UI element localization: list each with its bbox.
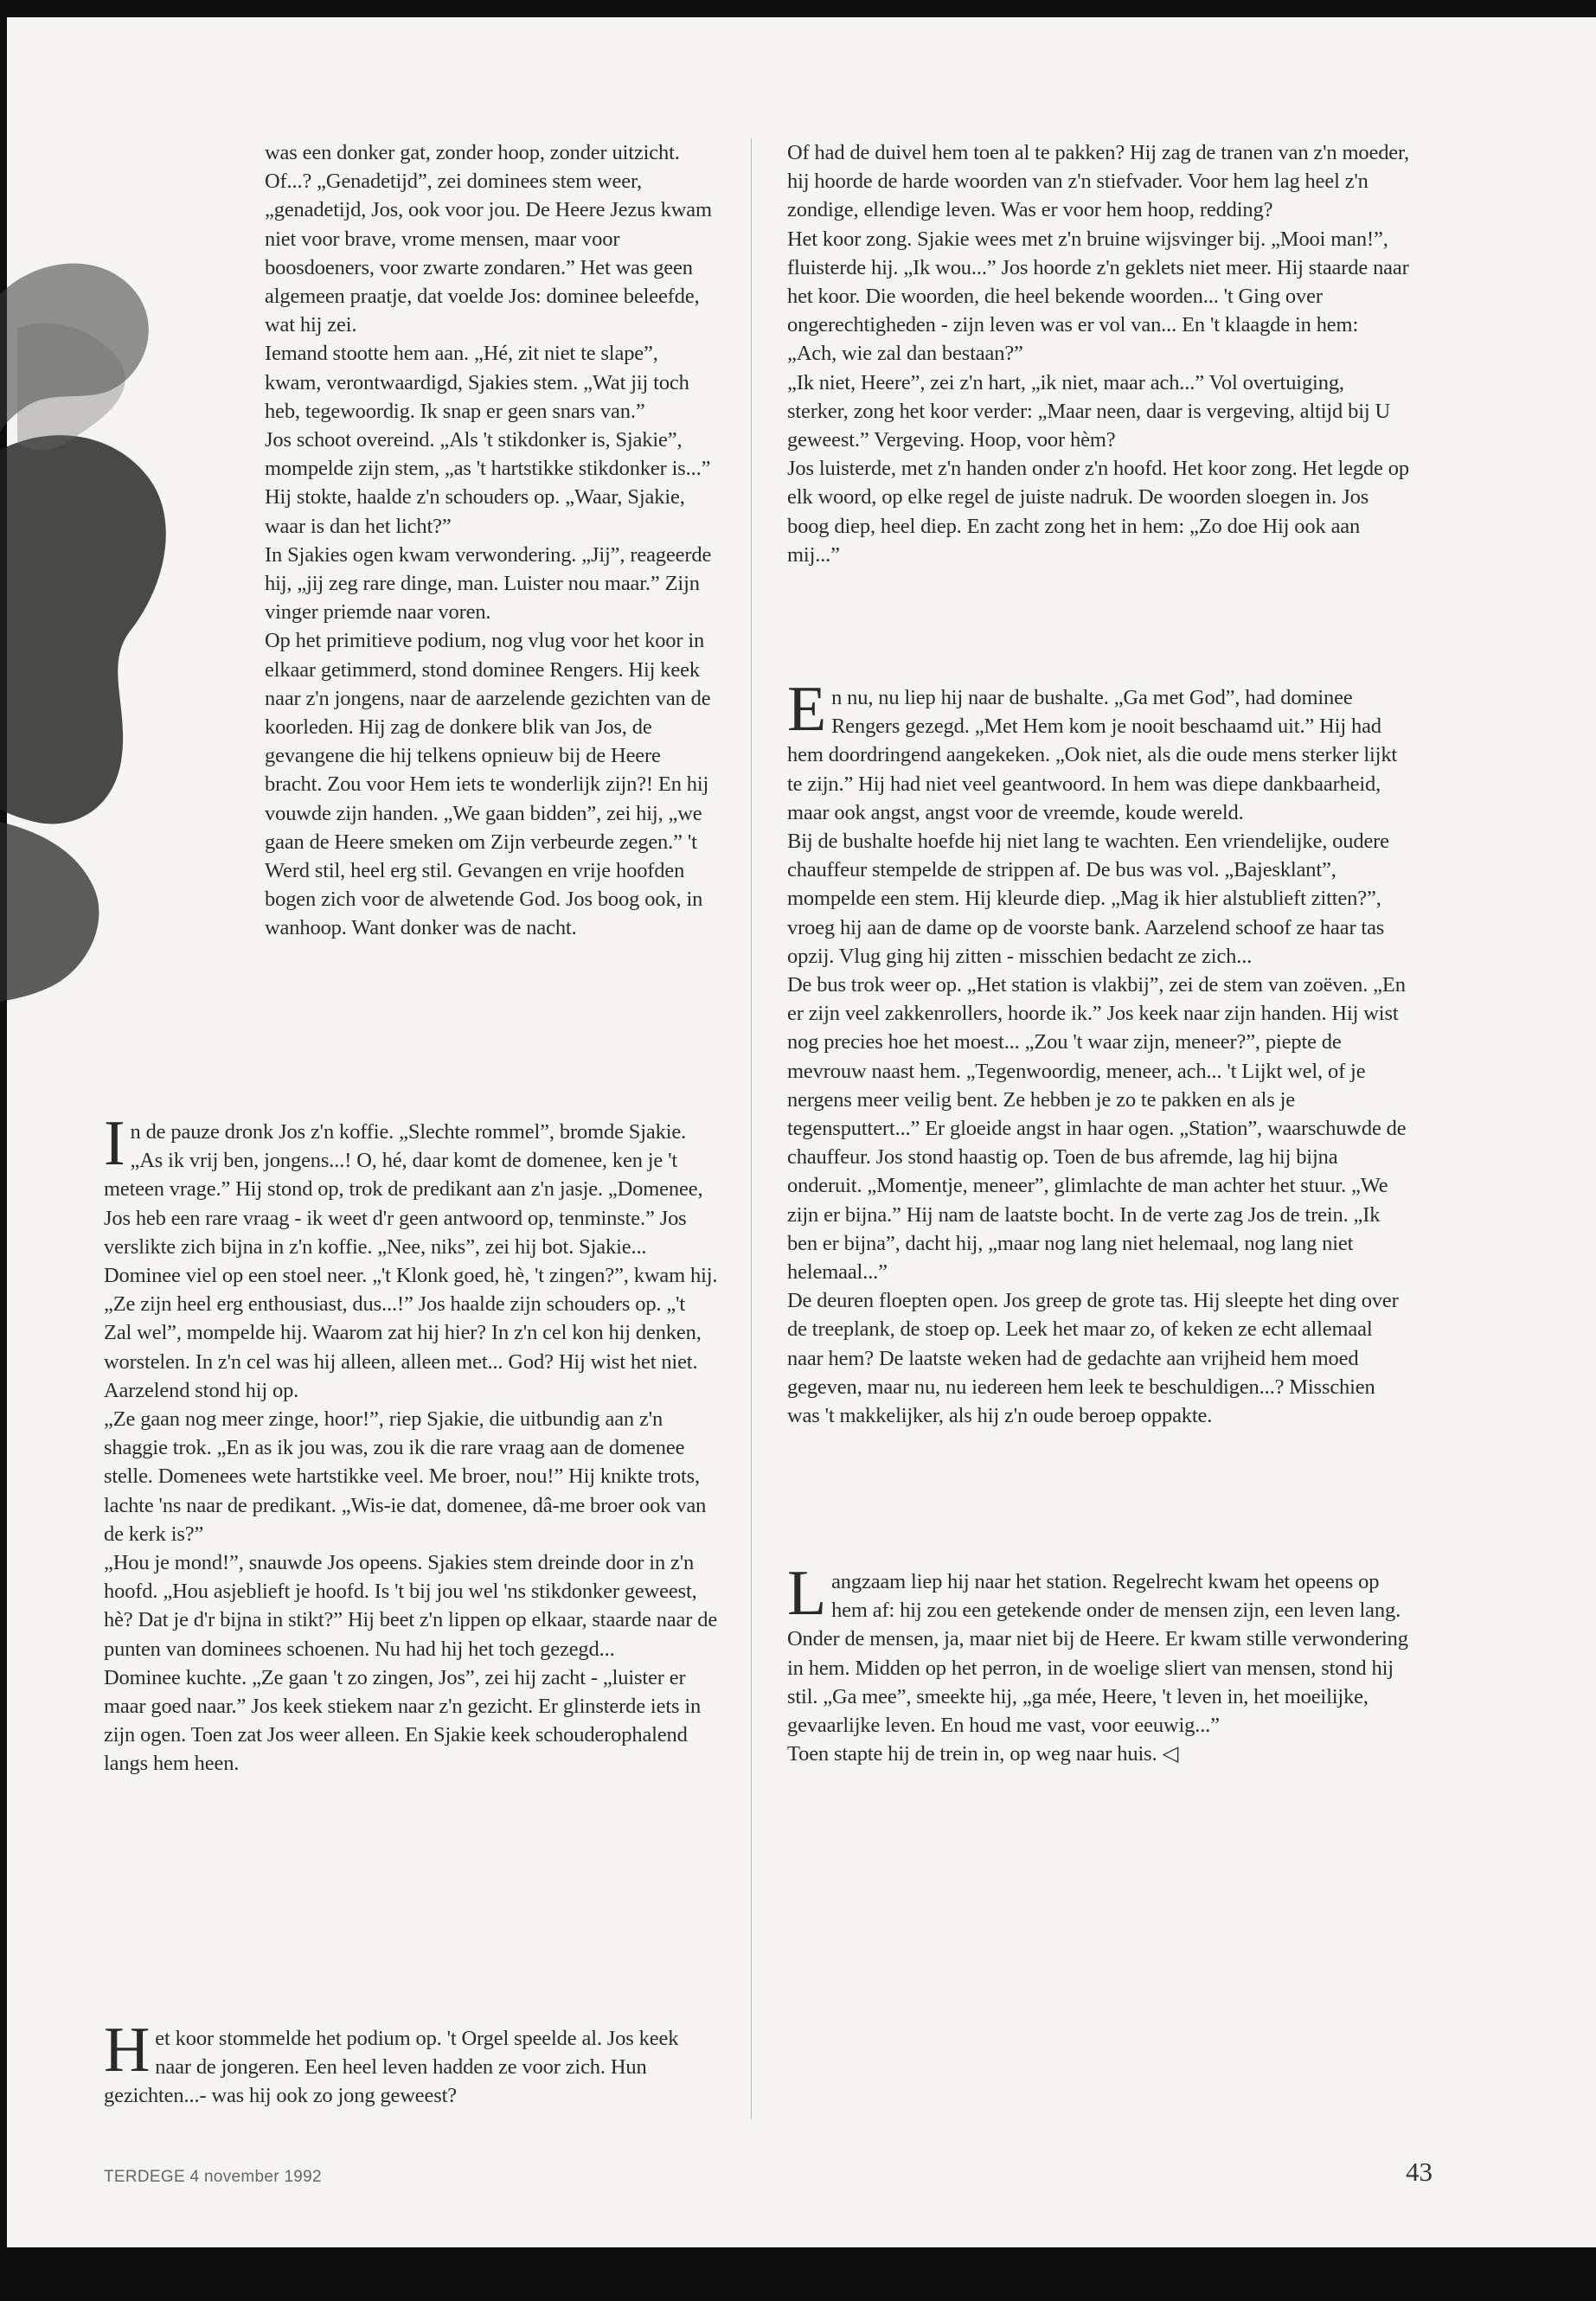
paragraph: „Ze gaan nog meer zinge, hoor!”, riep Sjakie, die uitbundig aan z'n shaggie trok. „En as ik jou was, zou ik die rare vraag aan de domenee stelle. Domenees wete hartstikke veel. Me broer, nou!” Hij knikte trots, lachte 'ns naar de predikant. „Wis-ie dat, domenee, dâ-me broer ook van de kerk is?” xyxy=(104,1407,707,1546)
drop-cap: I xyxy=(104,1108,125,1179)
right-column-block-3 xyxy=(787,1558,1410,1768)
drop-cap: E xyxy=(787,674,827,745)
left-column-block-1 xyxy=(265,138,715,943)
paragraph: n nu, nu liep hij naar de bushalte. „Ga met God”, had dominee Rengers gezegd. „Met Hem kom je nooit beschaamd uit.” Hij had hem doordringend aangekeken. „Ook niet, als die oude mens sterker lijkt te zijn.” Hij had niet veel geantwoord. In hem was diepe dankbaarheid, maar ook angst, angst voor de vreemde, koude wereld. xyxy=(787,686,1398,824)
paragraph: was een donker gat, zonder hoop, zonder uitzicht. Of...? „Genadetijd”, zei dominees stem weer, „genadetijd, Jos, ook voor jou. De Heere Jezus kwam niet voor brave, vrome mensen, maar voor boosdoeners, voor zwarte zondaren.” Het was geen algemeen praatje, dat voelde Jos: dominee beleefde, wat hij zei. xyxy=(265,141,712,337)
paragraph: Dominee kuchte. „Ze gaan 't zo zingen, Jos”, zei hij zacht - „luister er maar goed naar.” Jos keek stiekem naar z'n gezicht. Er glinsterde iets in zijn ogen. Toen zat Jos weer alleen. En Sjakie keek schouderophalend langs hem heen. xyxy=(104,1665,702,1776)
ink-wash-shape-low xyxy=(0,822,99,1002)
right-column-block-1 xyxy=(787,138,1410,569)
drop-cap: H xyxy=(104,2015,151,2086)
ink-wash-shape-mid xyxy=(0,435,166,824)
paragraph: De deuren floepten open. Jos greep de grote tas. Hij sleepte het ding over de treeplank, de stoep op. Leek het maar zo, of keken ze echt allemaal naar hem? De laatste weken had de gedachte aan vrijheid hem moed gegeven, maar nu, nu iedereen hem leek te beschuldigen...? Misschien was 't makkelijker, als hij z'n oude beroep oppakte. xyxy=(787,1289,1399,1428)
left-column-block-2 xyxy=(104,1108,718,1779)
paragraph: Toen stapte hij de trein in, op weg naar huis. ◁ xyxy=(787,1742,1179,1766)
paragraph: Jos luisterde, met z'n handen onder z'n hoofd. Het koor zong. Het legde op elk woord, op elke regel de juiste nadruk. De woorden sloegen in. Jos boog diep, heel diep. En zacht zong het in hem: „Zo doe Hij ook aan mij...” xyxy=(787,457,1409,567)
paragraph: n de pauze dronk Jos z'n koffie. „Slechte rommel”, bromde Sjakie. „As ik vrij ben, jongens...! O, hé, daar komt de domenee, ken je 't meteen vrage.” Hij stond op, trok de predikant aan z'n jasje. „Domenee, Jos heb een rare vraag - ik weet d'r geen antwoord op, tenminste.” Jos verslikte zich bijna in z'n koffie. „Nee, niks”, zei hij bot. Sjakie... xyxy=(104,1120,703,1259)
paragraph: Dominee viel op een stoel neer. „'t Klonk goed, hè, 't zingen?”, kwam hij. „Ze zijn heel erg enthousiast, dus...!” Jos haalde zijn schouders op. „'t Zal wel”, mompelde hij. Waarom zat hij hier? In z'n cel kon hij denken, worstelen. In z'n cel was hij alleen, alleen met... God? Hij wist het niet. Aarzelend stond hij op. xyxy=(104,1264,718,1402)
paragraph: De bus trok weer op. „Het station is vlakbij”, zei de stem van zoëven. „En er zijn veel zakkenrollers, hoorde ik.” Jos keek naar zijn handen. Hij wist nog precies hoe het moest... „Zou 't waar zijn, meneer?”, piepte de mevrouw naast hem. „Tegenwoordig, meneer, ach... 't Lijkt wel, of je nergens meer veilig bent. Ze hebben je zo te pakken en als je tegensputtert...” Er gloeide angst in haar ogen. „Station”, waarschuwde de chauffeur. Jos stond haastig op. Toen de bus afremde, lag hij bijna onderuit. „Momentje, meneer”, glimlachte de man achter het stuur. „We zijn er bijna.” Hij nam de laatste bocht. In de verte zag Jos de trein. „Ik ben er bijna”, dacht hij, „maar nog lang niet helemaal, nog lang niet helemaal...” xyxy=(787,973,1407,1285)
scan-top-border xyxy=(0,0,1596,17)
column-divider xyxy=(751,138,752,2119)
drop-cap: L xyxy=(787,1558,827,1629)
left-column-block-3 xyxy=(104,2015,718,2111)
paragraph: Of had de duivel hem toen al te pakken? Hij zag de tranen van z'n moeder, hij hoorde de harde woorden van z'n stiefvader. Voor hem lag heel z'n zondige, ellendige leven. Was er voor hem hoop, redding? xyxy=(787,141,1410,222)
page-number: 43 xyxy=(1406,2157,1433,2187)
paragraph: Op het primitieve podium, nog vlug voor het koor in elkaar getimmerd, stond dominee Rengers. Hij keek naar z'n jongens, naar de aarzelende gezichten van de koorleden. Hij zag de donkere blik van Jos, de gevangene die hij telkens opnieuw bij de Heere bracht. Zou voor Hem iets te wonderlijk zijn?! En hij vouwde zijn handen. „We gaan bidden”, zei hij, „we gaan de Heere smeken om Zijn verbeurde zegen.” 't Werd stil, heel erg stil. Gevangen en vrije hoofden bogen zich voor de alwetende God. Jos boog ook, in wanhoop. Want donker was de nacht. xyxy=(265,629,711,940)
paragraph: Iemand stootte hem aan. „Hé, zit niet te slape”, kwam, verontwaardigd, Sjakies stem. „Wat jij toch heb, tegewoordig. Ik snap er geen snars van.” xyxy=(265,342,689,423)
ink-wash-illustration xyxy=(0,225,277,1064)
paragraph: „Hou je mond!”, snauwde Jos opeens. Sjakies stem dreinde door in z'n hoofd. „Hou asjeblieft je hoofd. Is 't bij jou wel 'ns stikdonker geweest, hè? Dat je d'r bijna in stikt?” Hij beet z'n lippen op elkaar, staarde naar de punten van dominees schoenen. Nu had hij het toch gezegd... xyxy=(104,1551,718,1661)
scan-bottom-border xyxy=(0,2247,1596,2301)
paragraph: angzaam liep hij naar het station. Regelrecht kwam het opeens op hem af: hij zou een getekende onder de mensen zijn, een leven lang. Onder de mensen, ja, maar niet bij de Heere. Er kwam stille verwondering in hem. Midden op het perron, in de woelige sliert van mensen, stond hij stil. „Ga mee”, smeekte hij, „ga mée, Heere, 't leven in, het moeilijke, gevaarlijke leven. En houd me vast, voor eeuwig...” xyxy=(787,1570,1408,1738)
paragraph: „Ik niet, Heere”, zei z'n hart, „ik niet, maar ach...” Vol overtuiging, sterker, zong het koor verder: „Maar neen, daar is vergeving, altijd bij U geweest.” Vergeving. Hoop, voor hèm? xyxy=(787,370,1391,452)
right-column-block-2 xyxy=(787,674,1410,1430)
footer-publication: TERDEGE 4 november 1992 xyxy=(104,2168,322,2186)
paragraph: et koor stommelde het podium op. 't Orgel speelde al. Jos keek naar de jongeren. Een heel leven hadden ze voor zich. Hun gezichten...- was hij ook zo jong geweest? xyxy=(104,2027,679,2108)
paragraph: Bij de bushalte hoefde hij niet lang te wachten. Een vriendelijke, oudere chauffeur stempelde de strippen af. De bus was vol. „Bajesklant”, mompelde een stem. Hij kleurde diep. „Mag ik hier alstublieft zitten?”, vroeg hij aan de dame op de voorste bank. Aarzelend schoof ze haar tas opzij. Vlug ging hij zitten - misschien bedacht ze zich... xyxy=(787,830,1389,968)
paragraph: Jos schoot overeind. „Als 't stikdonker is, Sjakie”, mompelde zijn stem, „as 't hartstikke stikdonker is...” Hij stokte, haalde z'n schouders op. „Waar, Sjakie, waar is dan het licht?” xyxy=(265,428,711,538)
paragraph: In Sjakies ogen kwam verwondering. „Jij”, reageerde hij, „jij zeg rare dinge, man. Luister nou maar.” Zijn vinger priemde naar voren. xyxy=(265,542,712,625)
paragraph: Het koor zong. Sjakie wees met z'n bruine wijsvinger bij. „Mooi man!”, fluisterde hij. „Ik wou...” Jos hoorde z'n geklets niet meer. Hij staarde naar het koor. Die woorden, die heel bekende woorden... 't Ging over ongerechtigheden - zijn leven was er vol van... En 't klaagde in hem: „Ach, wie zal dan bestaan?” xyxy=(787,227,1409,366)
